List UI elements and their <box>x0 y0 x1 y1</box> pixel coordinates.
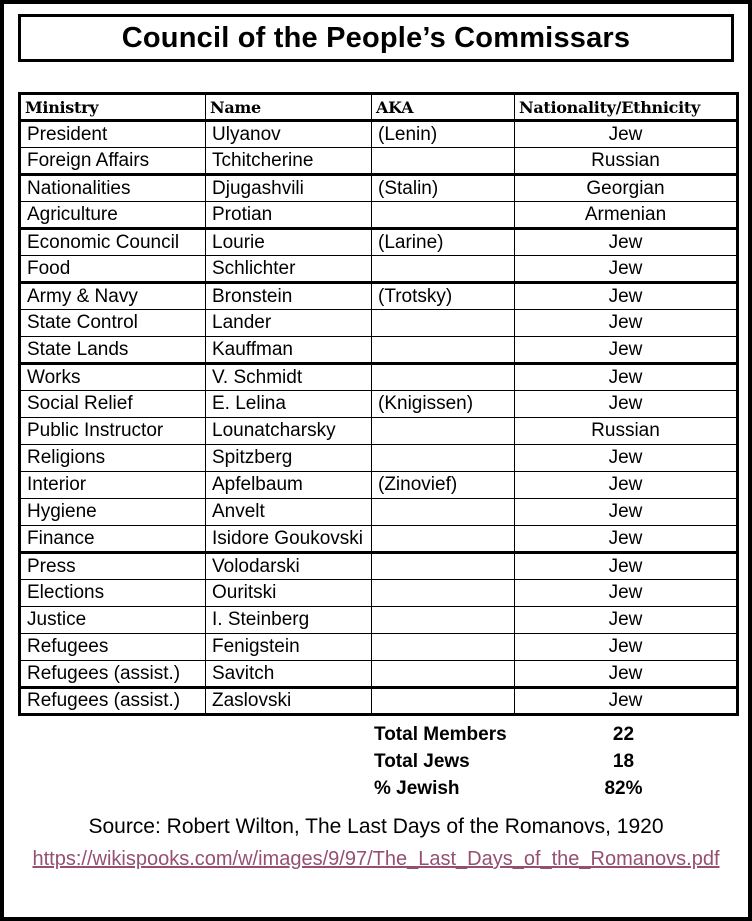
cell-nationality: Russian <box>515 418 738 445</box>
table-row <box>20 256 738 283</box>
cell-nationality: Jew <box>515 472 738 499</box>
cell-aka <box>372 310 515 337</box>
cell-ministry: Refugees (assist.) <box>20 661 206 688</box>
cell-aka: (Larine) <box>372 229 515 256</box>
table-body <box>20 121 738 715</box>
cell-ministry: Interior <box>20 472 206 499</box>
cell-aka <box>372 661 515 688</box>
cell-nationality: Jew <box>515 121 738 148</box>
cell-aka <box>372 202 515 229</box>
column-header-name: Name <box>206 94 372 121</box>
cell-aka <box>372 580 515 607</box>
table-row <box>20 526 738 553</box>
cell-aka: (Zinovief) <box>372 472 515 499</box>
cell-name: Zaslovski <box>206 688 372 715</box>
cell-aka <box>372 634 515 661</box>
cell-nationality: Jew <box>515 445 738 472</box>
cell-nationality: Jew <box>515 364 738 391</box>
table-row <box>20 175 738 202</box>
summary-label: % Jewish <box>374 777 460 799</box>
table-row <box>20 121 738 148</box>
cell-nationality: Jew <box>515 553 738 580</box>
cell-ministry: Elections <box>20 580 206 607</box>
cell-aka <box>372 418 515 445</box>
table-row <box>20 418 738 445</box>
summary-row-total-members <box>374 721 748 748</box>
cell-nationality: Jew <box>515 499 738 526</box>
cell-aka <box>372 526 515 553</box>
cell-name: Apfelbaum <box>206 472 372 499</box>
table-row <box>20 634 738 661</box>
table-row <box>20 688 738 715</box>
cell-ministry: Food <box>20 256 206 283</box>
cell-ministry: Refugees (assist.) <box>20 688 206 715</box>
cell-name: Ulyanov <box>206 121 372 148</box>
cell-ministry: Social Relief <box>20 391 206 418</box>
cell-name: E. Lelina <box>206 391 372 418</box>
summary-label: Total Members <box>374 723 507 745</box>
cell-nationality: Jew <box>515 283 738 310</box>
table-row <box>20 148 738 175</box>
cell-aka: (Trotsky) <box>372 283 515 310</box>
column-header-aka: AKA <box>372 94 515 121</box>
cell-ministry: Refugees <box>20 634 206 661</box>
cell-name: Isidore Goukovski <box>206 526 372 553</box>
cell-aka <box>372 364 515 391</box>
cell-nationality: Jew <box>515 337 738 364</box>
cell-nationality: Armenian <box>515 202 738 229</box>
table-row <box>20 472 738 499</box>
cell-nationality: Jew <box>515 310 738 337</box>
table-row <box>20 553 738 580</box>
cell-nationality: Jew <box>515 661 738 688</box>
cell-ministry: Agriculture <box>20 202 206 229</box>
table-row <box>20 607 738 634</box>
cell-name: Bronstein <box>206 283 372 310</box>
cell-nationality: Jew <box>515 526 738 553</box>
cell-name: Savitch <box>206 661 372 688</box>
cell-nationality: Jew <box>515 229 738 256</box>
cell-nationality: Jew <box>515 580 738 607</box>
cell-nationality: Jew <box>515 634 738 661</box>
table-row <box>20 499 738 526</box>
column-header-ministry: Ministry <box>20 94 206 121</box>
table-row <box>20 661 738 688</box>
title-box <box>18 14 734 62</box>
summary-value: 82% <box>604 777 643 799</box>
cell-aka <box>372 499 515 526</box>
cell-aka <box>372 148 515 175</box>
table-row <box>20 202 738 229</box>
table-row <box>20 283 738 310</box>
cell-ministry: Press <box>20 553 206 580</box>
summary-block <box>4 721 748 802</box>
summary-value: 22 <box>612 723 635 745</box>
summary-row-percent-jewish <box>374 775 748 802</box>
cell-ministry: Works <box>20 364 206 391</box>
cell-name: Volodarski <box>206 553 372 580</box>
cell-ministry: Justice <box>20 607 206 634</box>
cell-ministry: President <box>20 121 206 148</box>
table-row <box>20 337 738 364</box>
cell-aka <box>372 337 515 364</box>
cell-name: Lourie <box>206 229 372 256</box>
cell-ministry: Foreign Affairs <box>20 148 206 175</box>
cell-name: Lander <box>206 310 372 337</box>
page-title: Council of the People’s Commissars <box>121 21 631 54</box>
cell-name: Djugashvili <box>206 175 372 202</box>
cell-name: Spitzberg <box>206 445 372 472</box>
cell-ministry: State Control <box>20 310 206 337</box>
cell-aka <box>372 553 515 580</box>
cell-aka: (Stalin) <box>372 175 515 202</box>
table-row <box>20 364 738 391</box>
table-header <box>20 94 738 121</box>
summary-value: 18 <box>612 750 635 772</box>
cell-aka <box>372 688 515 715</box>
cell-name: Lounatcharsky <box>206 418 372 445</box>
cell-name: Fenigstein <box>206 634 372 661</box>
cell-aka: (Lenin) <box>372 121 515 148</box>
cell-name: Schlichter <box>206 256 372 283</box>
table-row <box>20 580 738 607</box>
cell-ministry: Hygiene <box>20 499 206 526</box>
cell-ministry: Religions <box>20 445 206 472</box>
summary-label: Total Jews <box>374 750 470 772</box>
cell-name: V. Schmidt <box>206 364 372 391</box>
cell-name: Tchitcherine <box>206 148 372 175</box>
cell-ministry: Nationalities <box>20 175 206 202</box>
cell-aka <box>372 445 515 472</box>
cell-aka: (Knigissen) <box>372 391 515 418</box>
source-citation: Source: Robert Wilton, The Last Days of the Romanovs, 1920 <box>88 815 664 838</box>
link-line <box>4 848 748 871</box>
cell-nationality: Jew <box>515 391 738 418</box>
table-row <box>20 445 738 472</box>
table-row <box>20 310 738 337</box>
cell-aka <box>372 607 515 634</box>
cell-name: Kauffman <box>206 337 372 364</box>
summary-row-total-jews <box>374 748 748 775</box>
cell-ministry: Army & Navy <box>20 283 206 310</box>
cell-nationality: Russian <box>515 148 738 175</box>
cell-name: I. Steinberg <box>206 607 372 634</box>
commissars-table <box>18 92 739 716</box>
cell-ministry: State Lands <box>20 337 206 364</box>
table-row <box>20 391 738 418</box>
header-row <box>20 94 738 121</box>
cell-ministry: Economic Council <box>20 229 206 256</box>
cell-aka <box>372 256 515 283</box>
cell-nationality: Jew <box>515 688 738 715</box>
cell-nationality: Jew <box>515 607 738 634</box>
column-header-nationality: Nationality/Ethnicity <box>515 94 738 121</box>
cell-name: Ouritski <box>206 580 372 607</box>
cell-ministry: Public Instructor <box>20 418 206 445</box>
cell-name: Protian <box>206 202 372 229</box>
pdf-hyperlink[interactable]: https://wikispooks.com/w/images/9/97/The_Last_Days_of_the_Romanovs.pdf <box>32 848 720 870</box>
table-row <box>20 229 738 256</box>
cell-nationality: Georgian <box>515 175 738 202</box>
cell-ministry: Finance <box>20 526 206 553</box>
cell-name: Anvelt <box>206 499 372 526</box>
cell-nationality: Jew <box>515 256 738 283</box>
